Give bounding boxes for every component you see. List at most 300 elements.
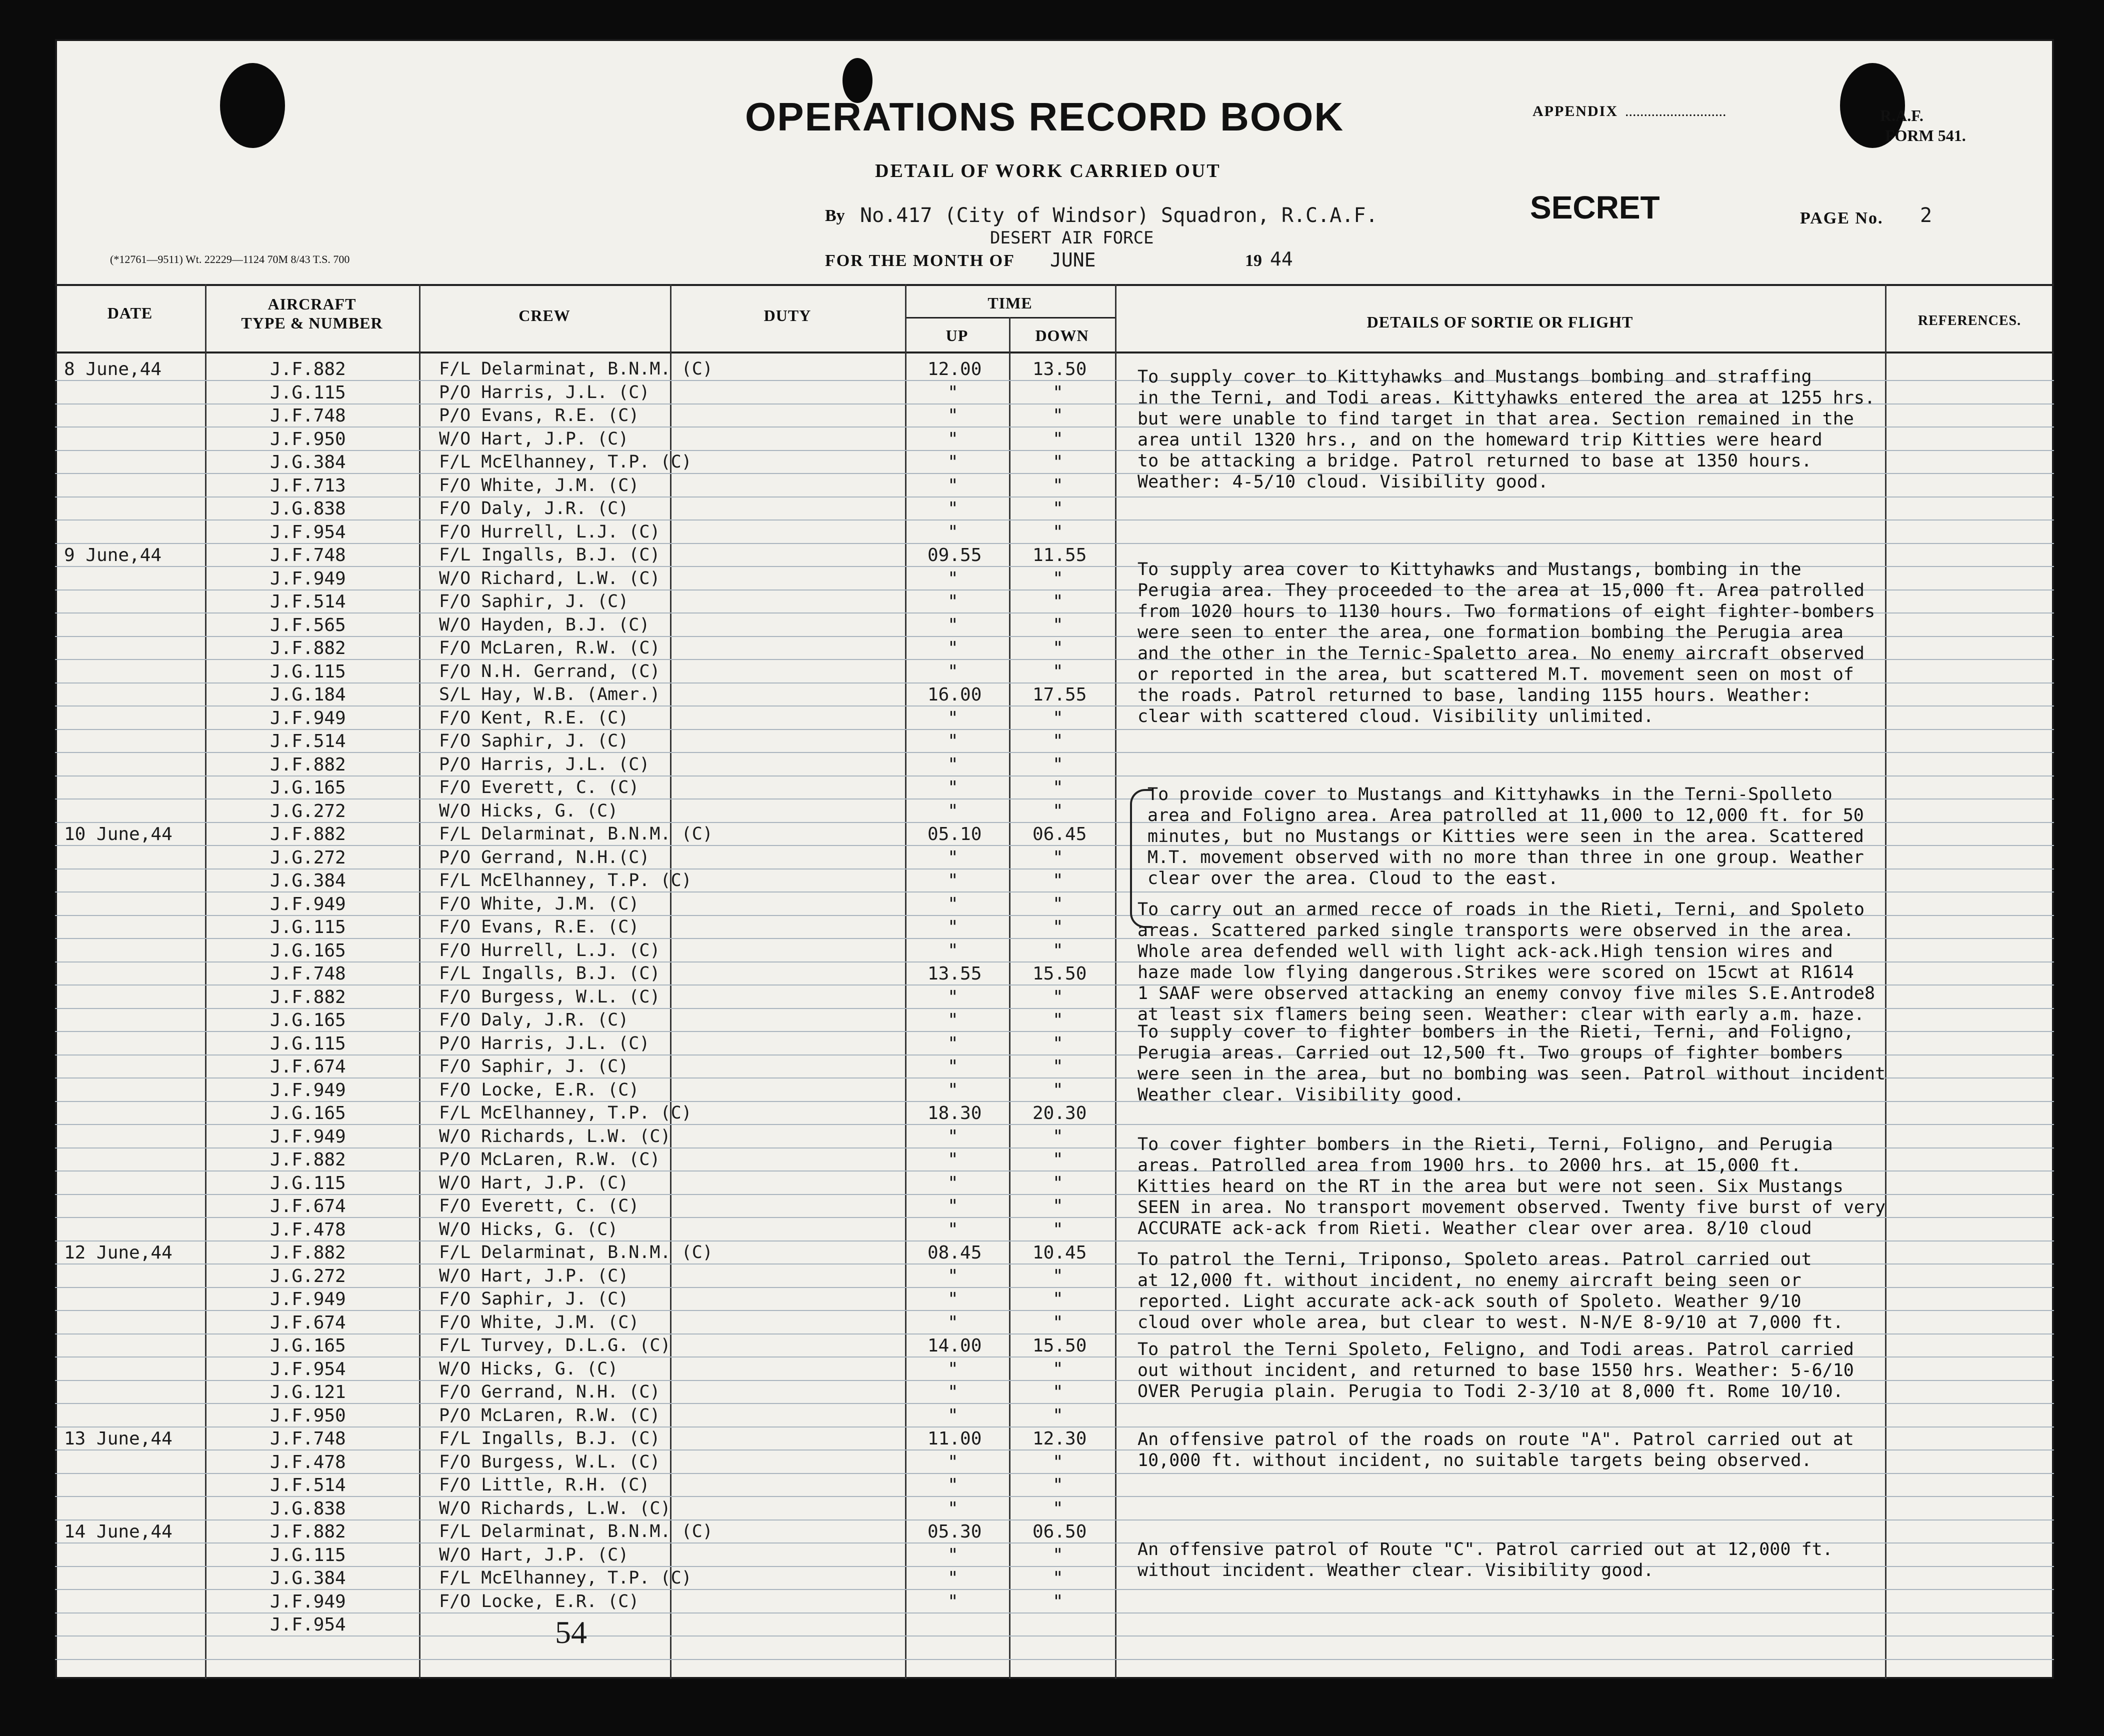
sortie-detail-line: Weather clear. Visibility good.: [1138, 1085, 1464, 1105]
row-crew: F/O Everett, C. (C): [439, 1196, 640, 1216]
row-aircraft: J.F.882: [270, 824, 346, 844]
row-crew: F/L Ingalls, B.J. (C): [439, 545, 660, 565]
row-time-down: ": [1052, 1498, 1064, 1519]
header-references: REFERENCES.: [1918, 313, 2022, 328]
print-code: (*12761—9511) Wt. 22229—1124 70M 8/43 T.S. 700: [110, 253, 350, 266]
row-aircraft: J.G.165: [270, 940, 346, 961]
row-aircraft: J.G.272: [270, 800, 346, 822]
row-crew: P/O McLaren, R.W. (C): [439, 1405, 660, 1426]
sortie-detail-line: area until 1320 hrs., and on the homeward trip Kitties were heard: [1138, 430, 1822, 450]
row-time-down: ": [1052, 475, 1064, 496]
row-crew: F/O Everett, C. (C): [439, 778, 640, 798]
sortie-detail-line: area and Foligno area. Area patrolled at 11,000 to 12,000 ft. for 50: [1148, 806, 1864, 826]
row-crew: F/O Saphir, J. (C): [439, 731, 629, 751]
sortie-detail-line: clear with scattered cloud. Visibility unlimited.: [1138, 706, 1654, 726]
sortie-detail-line: To patrol the Terni Spoleto, Feligno, and Todi areas. Patrol carried: [1138, 1340, 1854, 1360]
header-duty: DUTY: [764, 306, 812, 324]
sortie-detail-line: An offensive patrol of Route "C". Patrol carried out at 12,000 ft.: [1138, 1540, 1833, 1560]
row-time-down: ": [1052, 1405, 1064, 1426]
row-time-down: ": [1052, 638, 1064, 658]
row-time-down: ": [1052, 1126, 1064, 1147]
ruled-line: [55, 1124, 2054, 1125]
col-divider-time: [1115, 284, 1116, 1679]
month-label: FOR THE MONTH OF: [825, 252, 1015, 270]
row-time-up: ": [948, 986, 958, 1008]
row-aircraft: J.G.838: [270, 1498, 346, 1519]
page-number-label: PAGE No.: [1800, 209, 1884, 228]
row-time-up: ": [948, 592, 958, 612]
row-time-up: ": [948, 754, 958, 775]
form-line-1: R.A.F.: [1880, 106, 1924, 124]
row-aircraft: J.F.674: [270, 1056, 346, 1077]
header-details: DETAILS OF SORTIE OR FLIGHT: [1366, 313, 1634, 331]
row-crew: W/O Hicks, G. (C): [439, 1358, 618, 1379]
row-time-up: ": [948, 870, 958, 891]
row-time-up: 08.45: [928, 1242, 982, 1263]
row-aircraft: J.F.882: [270, 1242, 346, 1263]
header-aircraft: AIRCRAFT: [268, 295, 356, 313]
row-crew: F/L McElhanney, T.P. (C): [439, 1103, 692, 1123]
row-time-up: ": [948, 522, 958, 542]
row-time-down: ": [1052, 708, 1064, 728]
classification-stamp: SECRET: [1530, 190, 1660, 226]
row-time-up: 18.30: [928, 1103, 982, 1124]
row-aircraft: J.F.748: [270, 406, 346, 426]
row-time-down: ": [1052, 452, 1064, 472]
sortie-detail-line: from 1020 hours to 1130 hours. Two formations of eight fighter-bombers: [1138, 602, 1876, 622]
row-time-up: ": [948, 1150, 958, 1170]
row-time-up: 11.00: [928, 1428, 982, 1449]
row-time-up: ": [948, 382, 958, 403]
row-date: 10 June,44: [64, 824, 172, 844]
row-time-down: 11.55: [1032, 545, 1087, 566]
header-time: TIME: [988, 294, 1032, 312]
sortie-detail-line: at least six flamers being seen. Weather: clear with early a.m. haze.: [1138, 1004, 1864, 1024]
sortie-detail-line: in the Terni, and Todi areas. Kittyhawks entered the area at 1255 hrs.: [1138, 388, 1876, 408]
row-crew: W/O Hayden, B.J. (C): [439, 614, 650, 635]
row-aircraft: J.F.565: [270, 614, 346, 636]
row-time-down: 13.50: [1032, 359, 1087, 380]
row-time-down: ": [1052, 986, 1064, 1008]
row-aircraft: J.G.121: [270, 1382, 346, 1402]
ruled-line: [55, 1659, 2054, 1660]
ruled-line: [55, 752, 2054, 753]
row-time-down: ": [1052, 1196, 1064, 1216]
row-time-down: 15.50: [1032, 964, 1087, 984]
row-crew: P/O Evans, R.E. (C): [439, 406, 640, 426]
row-time-down: ": [1052, 1475, 1064, 1496]
row-crew: P/O Gerrand, N.H.(C): [439, 847, 650, 868]
row-aircraft: J.F.882: [270, 754, 346, 775]
page-number: 2: [1920, 204, 1932, 227]
sortie-detail-block: [1138, 366, 1875, 492]
row-time-down: ": [1052, 917, 1064, 938]
row-time-up: ": [948, 1452, 958, 1472]
row-time-up: ": [948, 1056, 958, 1077]
col-divider-date: [205, 284, 206, 1679]
row-date: 9 June,44: [64, 545, 162, 566]
row-aircraft: J.F.954: [270, 1358, 346, 1380]
table-top-rule: [55, 284, 2054, 286]
row-aircraft: J.G.184: [270, 684, 346, 705]
row-time-down: ": [1052, 614, 1064, 636]
row-time-up: ": [948, 568, 958, 589]
row-aircraft: J.G.165: [270, 1103, 346, 1124]
row-time-up: ": [948, 1219, 958, 1240]
sortie-detail-line: 10,000 ft. without incident, no suitable targets being observed.: [1138, 1450, 1812, 1470]
table-header-rule: [55, 352, 2054, 354]
row-aircraft: J.G.115: [270, 1544, 346, 1566]
sortie-detail-line: minutes, but no Mustangs or Kitties were seen in the area. Scattered: [1148, 826, 1864, 846]
row-time-down: ": [1052, 847, 1064, 868]
row-time-up: ": [948, 1498, 958, 1519]
row-crew: W/O Richards, L.W. (C): [439, 1126, 671, 1146]
page-subtitle: DETAIL OF WORK CARRIED OUT: [875, 160, 1221, 182]
row-crew: F/L Ingalls, B.J. (C): [439, 964, 660, 984]
row-time-down: ": [1052, 1150, 1064, 1170]
sortie-detail-line: Weather: 4-5/10 cloud. Visibility good.: [1138, 472, 1548, 492]
row-time-down: ": [1052, 940, 1064, 961]
row-time-down: ": [1052, 1289, 1064, 1310]
row-aircraft: J.F.514: [270, 731, 346, 752]
row-time-up: ": [948, 1010, 958, 1030]
row-crew: W/O Hart, J.P. (C): [439, 428, 629, 449]
punch-hole-left: [220, 63, 285, 148]
sortie-detail-line: Whole area defended well with light ack-ack.High tension wires and: [1138, 942, 1833, 962]
sortie-detail-block: [1138, 1022, 1886, 1106]
row-time-down: ": [1052, 1382, 1064, 1402]
row-crew: F/O Daly, J.R. (C): [439, 1010, 629, 1030]
row-aircraft: J.F.949: [270, 1080, 346, 1100]
ruled-line: [55, 496, 2054, 498]
header-aircraft-type: TYPE & NUMBER: [241, 314, 383, 332]
row-crew: F/O White, J.M. (C): [439, 894, 640, 914]
row-aircraft: J.F.949: [270, 1126, 346, 1147]
appendix-dots: ...........................: [1625, 103, 1726, 120]
ruled-line: [55, 1612, 2054, 1614]
row-time-up: ": [948, 800, 958, 822]
row-crew: P/O Harris, J.L. (C): [439, 754, 650, 774]
row-aircraft: J.F.882: [270, 359, 346, 380]
row-time-up: ": [948, 1382, 958, 1402]
row-time-down: ": [1052, 1033, 1064, 1054]
row-aircraft: J.F.882: [270, 1150, 346, 1170]
row-aircraft: J.F.949: [270, 1289, 346, 1310]
row-time-up: ": [948, 847, 958, 868]
row-time-up: ": [948, 1568, 958, 1588]
appendix-label: APPENDIX: [1532, 103, 1618, 120]
row-aircraft: J.G.165: [270, 1010, 346, 1030]
handwritten-number: 54: [555, 1614, 587, 1650]
page-title: OPERATIONS RECORD BOOK: [745, 94, 1344, 139]
row-time-up: 14.00: [928, 1336, 982, 1356]
row-aircraft: J.F.478: [270, 1452, 346, 1472]
row-aircraft: J.F.748: [270, 545, 346, 566]
form-line-2: FORM 541.: [1885, 126, 1966, 144]
col-divider-crew: [670, 284, 672, 1679]
sortie-detail-line: areas. Patrolled area from 1900 hrs. to 2000 hrs. at 15,000 ft.: [1138, 1156, 1802, 1176]
row-time-down: ": [1052, 1312, 1064, 1333]
row-time-down: ": [1052, 1544, 1064, 1566]
sortie-detail-line: To supply area cover to Kittyhawks and Mustangs, bombing in the: [1138, 560, 1802, 580]
row-aircraft: J.F.950: [270, 428, 346, 450]
sortie-detail-block: [1138, 899, 1875, 1025]
row-time-down: 20.30: [1032, 1103, 1087, 1124]
row-crew: W/O Richards, L.W. (C): [439, 1498, 671, 1518]
row-crew: F/L McElhanney, T.P. (C): [439, 452, 692, 472]
row-aircraft: J.F.748: [270, 1428, 346, 1449]
row-time-up: ": [948, 1196, 958, 1216]
row-time-up: 09.55: [928, 545, 982, 566]
sortie-detail-line: the roads. Patrol returned to base, landing 1155 hours. Weather:: [1138, 686, 1812, 706]
row-time-down: ": [1052, 1266, 1064, 1286]
row-time-up: ": [948, 1289, 958, 1310]
sortie-detail-line: haze made low flying dangerous.Strikes were scored on 15cwt at R1614: [1138, 962, 1854, 982]
row-aircraft: J.G.115: [270, 1172, 346, 1194]
sortie-detail-line: without incident. Weather clear. Visibility good.: [1138, 1560, 1654, 1580]
row-aircraft: J.F.713: [270, 475, 346, 496]
row-time-up: ": [948, 661, 958, 682]
sortie-detail-line: or reported in the area, but scattered M.T. movement seen on most of: [1138, 664, 1854, 684]
row-crew: F/L Delarminat, B.N.M. (C): [439, 359, 713, 379]
sortie-detail-line: reported. Light accurate ack-ack south of Spoleto. Weather 9/10: [1138, 1292, 1802, 1312]
row-time-up: ": [948, 638, 958, 658]
sortie-detail-line: Perugia area. They proceeded to the area at 15,000 ft. Area patrolled: [1138, 580, 1864, 600]
row-time-down: ": [1052, 498, 1064, 519]
sortie-detail-block: [1148, 784, 1864, 889]
row-time-down: ": [1052, 1056, 1064, 1077]
row-time-down: 17.55: [1032, 684, 1087, 705]
sortie-detail-line: Perugia areas. Carried out 12,500 ft. Two groups of fighter bombers: [1138, 1043, 1844, 1063]
row-time-up: ": [948, 894, 958, 914]
row-time-up: ": [948, 614, 958, 636]
ruled-line: [55, 1496, 2054, 1497]
row-time-down: ": [1052, 428, 1064, 450]
row-time-down: ": [1052, 568, 1064, 589]
by-label: By: [825, 206, 845, 225]
row-time-down: ": [1052, 1568, 1064, 1588]
row-date: 8 June,44: [64, 359, 162, 380]
sortie-detail-line: To carry out an armed recce of roads in the Rieti, Terni, and Spoleto: [1138, 900, 1864, 920]
row-time-down: ": [1052, 1591, 1064, 1612]
sortie-detail-block: [1138, 559, 1875, 727]
row-crew: F/O Locke, E.R. (C): [439, 1080, 640, 1100]
header-crew: CREW: [518, 306, 570, 324]
sortie-detail-line: but were unable to find target in that area. Section remained in the: [1138, 409, 1854, 429]
row-time-down: ": [1052, 1452, 1064, 1472]
row-crew: F/O Little, R.H. (C): [439, 1475, 650, 1495]
row-crew: W/O Hicks, G. (C): [439, 1219, 618, 1240]
row-time-down: 10.45: [1032, 1242, 1087, 1263]
col-divider-duty: [905, 284, 906, 1679]
row-time-down: ": [1052, 754, 1064, 775]
row-time-up: ": [948, 406, 958, 426]
row-crew: W/O Hicks, G. (C): [439, 800, 618, 821]
header-date: DATE: [107, 304, 153, 322]
row-time-up: ": [948, 1591, 958, 1612]
row-time-up: ": [948, 1080, 958, 1100]
row-crew: S/L Hay, W.B. (Amer.): [439, 684, 660, 704]
row-time-up: ": [948, 731, 958, 752]
header-up: UP: [946, 326, 968, 344]
ruled-line: [55, 1589, 2054, 1590]
sortie-detail-line: To supply cover to Kittyhawks and Mustangs bombing and straffing: [1138, 367, 1812, 387]
row-time-up: ": [948, 498, 958, 519]
row-crew: F/O Hurrell, L.J. (C): [439, 522, 660, 542]
row-crew: F/O Daly, J.R. (C): [439, 498, 629, 518]
row-crew: F/O Saphir, J. (C): [439, 1056, 629, 1076]
sortie-detail-line: and the other in the Ternic-Spaletto area. No enemy aircraft observed: [1138, 644, 1864, 664]
sortie-detail-block: [1138, 1429, 1854, 1471]
squadron-command: DESERT AIR FORCE: [990, 228, 1154, 248]
row-crew: F/O White, J.M. (C): [439, 475, 640, 496]
month-value: JUNE: [1050, 249, 1096, 271]
row-crew: W/O Hart, J.P. (C): [439, 1266, 629, 1286]
bracket-mark: [1130, 789, 1152, 928]
col-divider-aircraft: [419, 284, 420, 1679]
row-aircraft: J.F.950: [270, 1405, 346, 1426]
row-crew: F/O Hurrell, L.J. (C): [439, 940, 660, 960]
row-aircraft: J.G.165: [270, 1336, 346, 1356]
sortie-detail-block: [1138, 1134, 1886, 1239]
row-crew: F/L Delarminat, B.N.M. (C): [439, 824, 713, 844]
row-crew: W/O Richard, L.W. (C): [439, 568, 660, 588]
row-time-up: ": [948, 1358, 958, 1380]
row-time-up: ": [948, 1266, 958, 1286]
row-time-down: ": [1052, 1010, 1064, 1030]
year-value: 44: [1270, 248, 1293, 270]
year-prefix: 19: [1245, 252, 1262, 270]
row-time-up: ": [948, 1312, 958, 1333]
row-crew: P/O Harris, J.L. (C): [439, 1033, 650, 1054]
row-crew: F/O Kent, R.E. (C): [439, 708, 629, 728]
sortie-detail-line: An offensive patrol of the roads on route "A". Patrol carried out at: [1138, 1430, 1854, 1450]
sortie-detail-line: at 12,000 ft. without incident, no enemy aircraft being seen or: [1138, 1270, 1802, 1290]
row-time-down: 06.50: [1032, 1522, 1087, 1542]
sortie-detail-line: to be attacking a bridge. Patrol returned to base at 1350 hours.: [1138, 451, 1812, 471]
sortie-detail-line: To patrol the Terni, Triponso, Spoleto areas. Patrol carried out: [1138, 1250, 1812, 1270]
row-aircraft: J.G.115: [270, 917, 346, 938]
sortie-detail-line: were seen in the area, but no bombing was seen. Patrol without incident: [1138, 1064, 1886, 1084]
row-time-up: ": [948, 778, 958, 798]
row-date: 13 June,44: [64, 1428, 172, 1449]
row-time-down: 06.45: [1032, 824, 1087, 844]
row-crew: F/O Evans, R.E. (C): [439, 917, 640, 937]
row-aircraft: J.F.949: [270, 894, 346, 914]
row-aircraft: J.F.478: [270, 1219, 346, 1240]
row-crew: F/L Delarminat, B.N.M. (C): [439, 1242, 713, 1262]
row-crew: F/L McElhanney, T.P. (C): [439, 1568, 692, 1588]
row-date: 12 June,44: [64, 1242, 172, 1263]
row-time-down: ": [1052, 661, 1064, 682]
row-time-down: 15.50: [1032, 1336, 1087, 1356]
row-time-down: ": [1052, 778, 1064, 798]
ruled-line: [55, 1403, 2054, 1404]
row-crew: F/O White, J.M. (C): [439, 1312, 640, 1332]
row-time-up: 12.00: [928, 359, 982, 380]
row-time-up: ": [948, 1033, 958, 1054]
row-time-down: ": [1052, 406, 1064, 426]
row-crew: F/O Saphir, J. (C): [439, 592, 629, 612]
row-time-up: ": [948, 452, 958, 472]
sortie-detail-line: were seen to enter the area, one formation bombing the Perugia area: [1138, 622, 1844, 642]
record-sheet: [55, 39, 2054, 1679]
row-time-down: ": [1052, 592, 1064, 612]
sortie-detail-block: [1138, 1539, 1833, 1581]
ruled-line: [55, 543, 2054, 544]
row-crew: F/L Ingalls, B.J. (C): [439, 1428, 660, 1448]
row-date: 14 June,44: [64, 1522, 172, 1542]
row-aircraft: J.F.882: [270, 638, 346, 658]
sortie-detail-line: To supply cover to fighter bombers in the Rieti, Terni, and Foligno,: [1138, 1022, 1854, 1042]
row-time-down: ": [1052, 1080, 1064, 1100]
squadron-name: No.417 (City of Windsor) Squadron, R.C.A.F.: [860, 204, 1378, 227]
row-crew: F/L McElhanney, T.P. (C): [439, 870, 692, 890]
sortie-detail-line: out without incident, and returned to base 1550 hrs. Weather: 5-6/10: [1138, 1360, 1854, 1380]
row-aircraft: J.G.115: [270, 382, 346, 403]
row-aircraft: J.F.949: [270, 568, 346, 589]
sortie-detail-line: OVER Perugia plain. Perugia to Todi 2-3/10 at 8,000 ft. Rome 10/10.: [1138, 1382, 1844, 1402]
row-aircraft: J.G.838: [270, 498, 346, 519]
row-crew: F/O Saphir, J. (C): [439, 1289, 629, 1309]
row-time-up: ": [948, 428, 958, 450]
row-aircraft: J.F.882: [270, 1522, 346, 1542]
row-time-up: ": [948, 940, 958, 961]
row-aircraft: J.F.514: [270, 592, 346, 612]
row-time-up: ": [948, 1405, 958, 1426]
row-crew: F/O Burgess, W.L. (C): [439, 986, 660, 1007]
row-aircraft: J.F.514: [270, 1475, 346, 1496]
sortie-detail-line: areas. Scattered parked single transports were observed in the area.: [1138, 920, 1854, 940]
row-time-down: ": [1052, 382, 1064, 403]
row-time-up: 05.30: [928, 1522, 982, 1542]
row-aircraft: J.G.384: [270, 452, 346, 472]
row-aircraft: J.G.272: [270, 1266, 346, 1286]
row-time-up: ": [948, 1172, 958, 1194]
row-aircraft: J.G.115: [270, 661, 346, 682]
sortie-detail-line: Kitties heard on the RT in the area but were not seen. Six Mustangs: [1138, 1176, 1844, 1196]
sortie-detail-line: M.T. movement observed with no more than three in one group. Weather: [1148, 848, 1864, 868]
row-time-down: ": [1052, 894, 1064, 914]
row-crew: F/O Burgess, W.L. (C): [439, 1452, 660, 1472]
row-time-down: ": [1052, 1172, 1064, 1194]
row-aircraft: J.F.949: [270, 1591, 346, 1612]
sortie-detail-line: ACCURATE ack-ack from Rieti. Weather clear over area. 8/10 cloud: [1138, 1218, 1812, 1238]
row-crew: W/O Hart, J.P. (C): [439, 1172, 629, 1193]
row-aircraft: J.F.954: [270, 1614, 346, 1635]
row-time-down: ": [1052, 1358, 1064, 1380]
row-aircraft: J.F.674: [270, 1196, 346, 1216]
row-aircraft: J.F.674: [270, 1312, 346, 1333]
row-time-up: ": [948, 1126, 958, 1147]
sortie-detail-line: To cover fighter bombers in the Rieti, Terni, Foligno, and Perugia: [1138, 1134, 1833, 1154]
sortie-detail-line: clear over the area. Cloud to the east.: [1148, 868, 1558, 888]
row-aircraft: J.F.954: [270, 522, 346, 542]
ruled-line: [55, 1426, 2054, 1428]
row-time-down: ": [1052, 522, 1064, 542]
col-divider-details: [1885, 284, 1886, 1679]
sortie-detail-line: 1 SAAF were observed attacking an enemy convoy five miles S.E.Antrode8: [1138, 984, 1876, 1004]
row-time-up: ": [948, 917, 958, 938]
row-aircraft: J.F.949: [270, 708, 346, 728]
ruled-line: [55, 729, 2054, 730]
row-time-up: 16.00: [928, 684, 982, 705]
row-crew: F/L Turvey, D.L.G. (C): [439, 1336, 671, 1356]
row-time-up: ": [948, 475, 958, 496]
row-time-down: ": [1052, 1219, 1064, 1240]
row-aircraft: J.G.384: [270, 870, 346, 891]
sortie-detail-line: To provide cover to Mustangs and Kittyhawks in the Terni-Spolleto: [1148, 784, 1832, 804]
